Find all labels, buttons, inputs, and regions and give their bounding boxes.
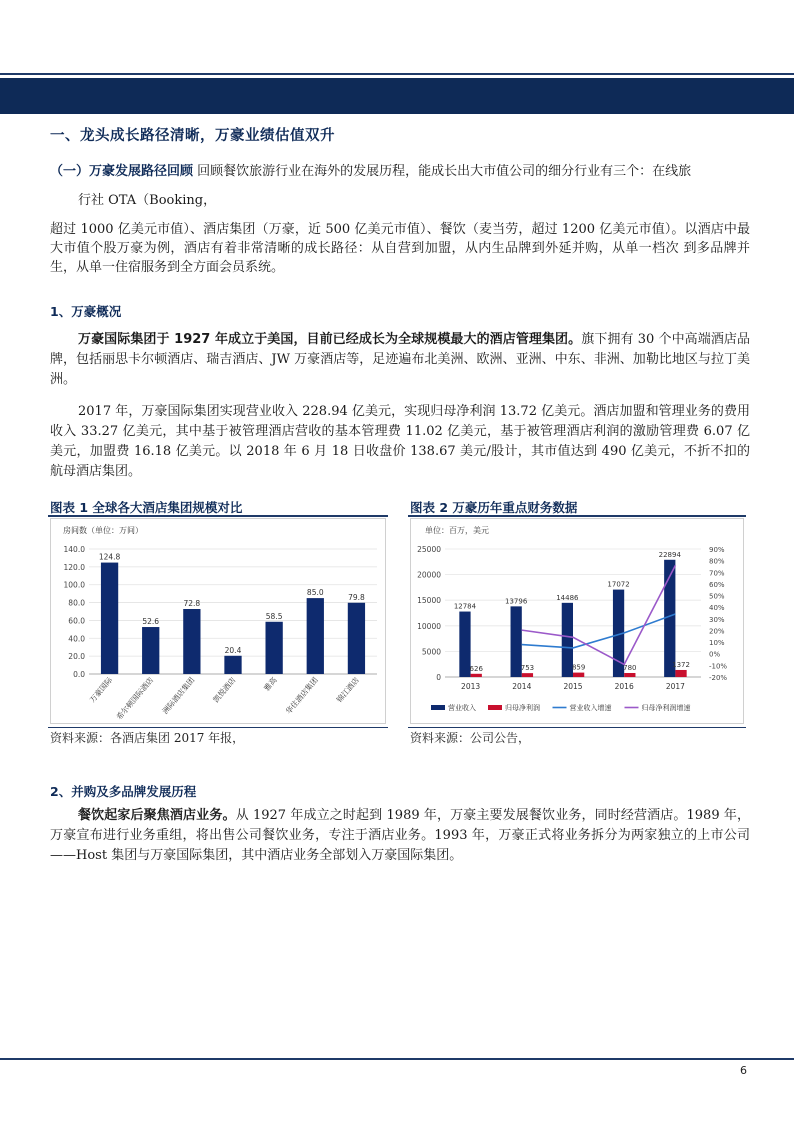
figure2-legend-label: 营业收入: [448, 704, 476, 712]
history-lead: 餐饮起家后聚焦酒店业务。: [78, 808, 236, 823]
figure1-category-label: 锦江酒店: [334, 675, 361, 705]
overview-p2: 2017 年，万豪国际集团实现营业收入 228.94 亿美元，实现归母净利润 13.72 亿美元。酒店加盟和管理业务的费用收入 33.27 亿美元，其中基于被管理酒店营收的基本管理费 11.02 亿美元，基于被管理酒店利润的激励管理费 6.07 亿美元，加盟费 16.18 亿美元。以 2018 年 6 月 18 日收盘价 138.67 美元/股计，其市值达到 490 亿美元，不折不扣的 航母酒店集团。: [50, 404, 750, 479]
figure1-svg: [51, 519, 387, 725]
figure1-ylabel: 房间数（单位：万间）: [63, 526, 143, 535]
figure1-value-label: 79.8: [348, 592, 365, 602]
figure2-ytick-left: 20000: [417, 570, 441, 580]
figure1-ytick: 0.0: [73, 670, 85, 679]
figure1-category-label: 凯悦酒店: [211, 675, 238, 705]
figure2-ytick-right: 30%: [709, 615, 725, 624]
subsection-1-title: 1、万豪概况: [50, 304, 122, 319]
figure2-ytick-right: 50%: [709, 592, 725, 601]
figure1-bar: [142, 627, 159, 674]
figure2-category-label: 2016: [614, 682, 634, 691]
figure1-bar: [101, 563, 118, 674]
overview-paragraph-2: [50, 402, 750, 482]
figure1-category-label: 雅高: [262, 675, 279, 693]
figure2-legend-label: 营业收入增速: [569, 704, 612, 712]
figure2-ytick-right: 90%: [709, 546, 725, 554]
figure2-bottom-rule: [408, 727, 746, 728]
figure2-value-label: 22894: [658, 550, 681, 559]
section-title: 一、龙头成长路径清晰，万豪业绩估值双升: [50, 128, 335, 144]
figure2-chart: [410, 518, 744, 724]
figure2-bar-net-profit: [624, 673, 635, 677]
figure2-ytick-left: 0: [436, 673, 441, 682]
overview-paragraph-1: [50, 330, 750, 390]
intro-line3: 超过 1000 亿美元市值）、酒店集团（万豪，近 500 亿美元市值）、餐饮（麦当劳，超过 1200 亿美元市值）。以酒店中最大市值个股万豪为例，酒店有着非常清晰的成长路径：从自营到加盟，从内生品牌到外延并购，从单一档次 到多品牌并生，从单一住宿服务到全方面会员系统。: [50, 222, 750, 275]
figure2-category-label: 2017: [665, 682, 685, 691]
figure1-ytick: 140.0: [63, 545, 85, 554]
figure2-bar-net-profit: [522, 673, 533, 677]
figure2-ytick-right: 70%: [709, 569, 725, 578]
figure2-legend-swatch: [488, 705, 502, 710]
figure1-value-label: 72.8: [183, 599, 201, 608]
figure2-bar-net-profit: [471, 674, 482, 677]
figure1-ytick: 60.0: [68, 616, 85, 626]
figure2-ytick-right: 0%: [709, 650, 721, 659]
figure2-ytick-left: 5000: [421, 647, 441, 657]
history-rest: 从 1927 年成立之时起到 1989 年，万豪主要发展餐饮业务，同时经营酒店。1989 年，万豪宣布进行业务重组，将出售公司餐饮业务，专注于酒店业务。1993 年，万豪正式将业务拆分为两家独立的上市公司——Host 集团与万豪国际集团，其中酒店业务全部划入万豪国际集团。: [50, 808, 750, 863]
figure1-ytick: 100.0: [63, 580, 85, 590]
figure2-source: 资料来源：公司公告，: [410, 731, 531, 745]
figure1-bar: [266, 622, 283, 674]
figure2-value-label: 753: [520, 664, 535, 673]
figure1-title: 图表 1 全球各大酒店集团规模对比: [50, 500, 243, 515]
page-number: 6: [740, 1064, 747, 1077]
figure1-source: 资料来源：各酒店集团 2017 年报，: [50, 731, 245, 745]
header-rule: [0, 73, 794, 75]
overview-rest: 旗下拥有 30 个中高端酒店品牌，包括丽思卡尔顿酒店、瑞吉酒店、JW 万豪酒店等，足迹遍布北美洲、欧洲、亚洲、中东、非洲、加勒比地区与拉丁美洲。: [50, 332, 751, 387]
figure2-value-label: 626: [469, 664, 483, 673]
figure2-legend-label: 归母净利润: [505, 704, 540, 712]
figure2-value-label: 12784: [453, 602, 477, 611]
intro-paragraph: [50, 162, 750, 277]
figure1-ytick: 40.0: [68, 634, 85, 644]
figure1-value-label: 58.5: [265, 611, 283, 621]
figure2-title: 图表 2 万豪历年重点财务数据: [410, 500, 578, 515]
figure1-bottom-rule: [48, 727, 388, 728]
figure2-value-label: 859: [571, 663, 586, 672]
overview-lead: 万豪国际集团于 1927 年成立于美国，目前已经成长为全球规模最大的酒店管理集团。: [78, 332, 582, 347]
figure2-unit-label: 单位：百万，美元: [425, 526, 489, 535]
intro-line1: 回顾餐饮旅游行业在海外的发展历程，能成长出大市值公司的细分行业有三个：在线旅: [197, 164, 692, 179]
figure2-ytick-right: 60%: [709, 580, 725, 589]
figure2-value-label: 13796: [505, 597, 528, 606]
figure2-bar-net-profit: [675, 670, 686, 677]
figure1-ytick: 20.0: [68, 652, 85, 662]
figure2-ytick-right: 80%: [709, 557, 725, 566]
header-bar: [0, 78, 794, 114]
figure1-bar: [224, 656, 241, 674]
figure1-value-label: 85.0: [306, 588, 324, 598]
figure1-bar: [307, 598, 324, 674]
figure1-value-label: 124.8: [98, 552, 121, 562]
subsection-2-title: 2、并购及多品牌发展历程: [50, 784, 197, 799]
figure2-top-rule: [408, 515, 746, 517]
figure2-ytick-right: -20%: [709, 674, 728, 682]
intro-line2: 行社 OTA（Booking，: [78, 193, 217, 208]
figure1-ytick: 80.0: [68, 598, 85, 608]
figure2-ytick-left: 25000: [417, 545, 441, 554]
figure2-legend-swatch: [431, 705, 445, 710]
figure2-ytick-right: -10%: [709, 662, 728, 671]
figure1-category-label: 万豪国际: [87, 675, 115, 705]
figure1-bar: [348, 603, 365, 674]
figure1-value-label: 20.4: [224, 645, 242, 655]
figure2-svg: [411, 519, 745, 725]
figure1-value-label: 52.6: [142, 617, 160, 627]
figure2-category-label: 2015: [563, 682, 583, 691]
figure2-category-label: 2014: [512, 682, 532, 691]
figure1-chart: [50, 518, 386, 724]
figure1-ytick: 120.0: [63, 562, 85, 572]
figure2-value-label: 1372: [672, 660, 690, 669]
figure2-line-revenue-growth: [522, 614, 676, 648]
figure2-ytick-right: 10%: [709, 639, 725, 648]
history-paragraph: [50, 806, 750, 866]
figure1-category-label: 希尔顿国际酒店: [114, 675, 156, 722]
figure1-category-label: 华住酒店集团: [283, 675, 320, 716]
figure2-bar-net-profit: [573, 673, 584, 677]
figure2-ytick-right: 40%: [709, 604, 725, 613]
figure1-top-rule: [48, 515, 388, 517]
figure2-value-label: 17072: [607, 580, 630, 589]
intro-lead: （一）万豪发展路径回顾: [50, 164, 194, 179]
figure2-ytick-left: 15000: [417, 596, 441, 606]
figure2-value-label: 780: [623, 664, 637, 673]
figure2-legend-label: 归母净利润增速: [641, 704, 691, 712]
footer-rule: [0, 1058, 794, 1060]
figure2-category-label: 2013: [461, 682, 481, 691]
figure2-ytick-right: 20%: [709, 627, 725, 636]
figure2-value-label: 14486: [556, 593, 579, 602]
figure2-ytick-left: 10000: [417, 621, 441, 631]
figure1-category-label: 洲际酒店集团: [160, 675, 197, 716]
figure1-bar: [183, 609, 200, 674]
figure2-line-profit-growth: [522, 565, 676, 664]
